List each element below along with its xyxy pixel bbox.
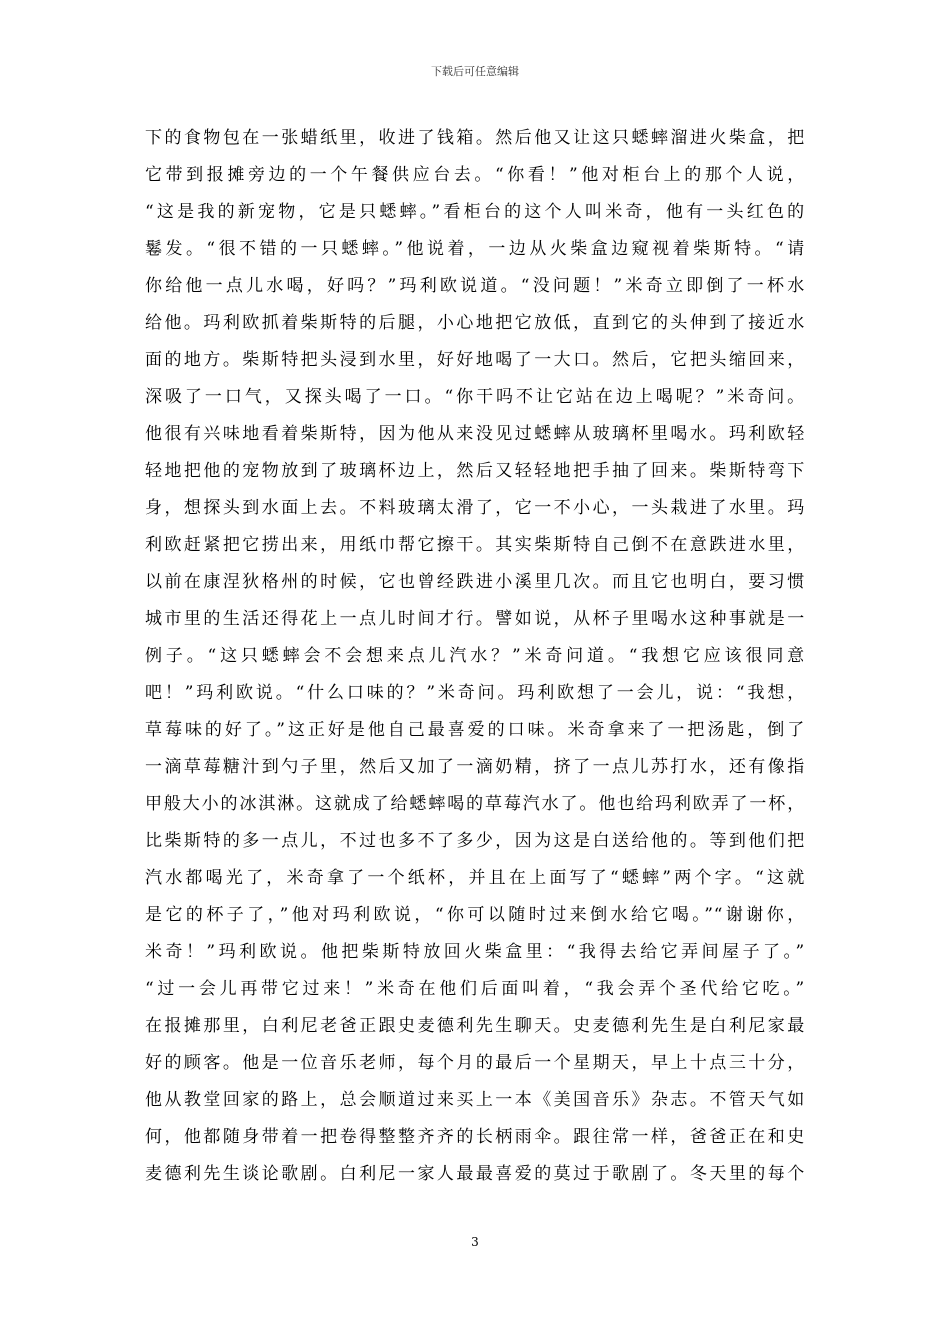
text-line: 他从教堂回家的路上，总会顺道过来买上一本《美国音乐》杂志。不管天气如 — [145, 1090, 805, 1110]
text-line: 身，想探头到水面上去。不料玻璃太滑了，它一不小心，一头栽进了水里。玛 — [145, 498, 805, 518]
text-line: 好的顾客。他是一位音乐老师，每个月的最后一个星期天，早上十点三十分， — [145, 1053, 805, 1073]
text-line: 给他。玛利欧抓着柴斯特的后腿，小心地把它放低，直到它的头伸到了接近水 — [145, 313, 805, 333]
text-line: 他很有兴味地看着柴斯特，因为他从来没见过蟋蟀从玻璃杯里喝水。玛利欧轻 — [145, 424, 805, 444]
text-line: “这是我的新宠物，它是只蟋蟀。”看柜台的这个人叫米奇，他有一头红色的 — [145, 202, 805, 222]
text-line: 下的食物包在一张蜡纸里，收进了钱箱。然后他又让这只蟋蟀溜进火柴盒，把 — [145, 128, 805, 148]
text-line: 何，他都随身带着一把卷得整整齐齐的长柄雨伞。跟往常一样，爸爸正在和史 — [145, 1127, 805, 1147]
text-line: 轻地把他的宠物放到了玻璃杯边上，然后又轻轻地把手抽了回来。柴斯特弯下 — [145, 461, 805, 481]
body-text — [145, 120, 805, 1193]
text-line: 在报摊那里，白利尼老爸正跟史麦德利先生聊天。史麦德利先生是白利尼家最 — [145, 1016, 805, 1036]
text-line: “过一会儿再带它过来！”米奇在他们后面叫着，“我会弄个圣代给它吃。” — [145, 979, 805, 999]
text-line: 例子。“这只蟋蟀会不会想来点儿汽水？”米奇问道。“我想它应该很同意 — [145, 646, 805, 666]
text-line: 深吸了一口气，又探头喝了一口。“你干吗不让它站在边上喝呢？”米奇问。 — [145, 387, 805, 407]
text-line: 它带到报摊旁边的一个午餐供应台去。“你看！”他对柜台上的那个人说， — [145, 165, 805, 185]
text-line: 一滴草莓糖汁到勺子里，然后又加了一滴奶精，挤了一点儿苏打水，还有像指 — [145, 757, 805, 777]
text-line: 你给他一点儿水喝，好吗？”玛利欧说道。“没问题！”米奇立即倒了一杯水 — [145, 276, 805, 296]
text-line: 汽水都喝光了，米奇拿了一个纸杯，并且在上面写了“蟋蟀”两个字。“这就 — [145, 868, 805, 888]
page-header: 下载后可任意编辑 — [431, 65, 519, 78]
text-line: 比柴斯特的多一点儿，不过也多不了多少，因为这是白送给他的。等到他们把 — [145, 831, 805, 851]
text-line: 以前在康涅狄格州的时候，它也曾经跌进小溪里几次。而且它也明白，要习惯 — [145, 572, 805, 592]
page-number: 3 — [471, 1235, 479, 1249]
text-line: 草莓味的好了。”这正好是他自己最喜爱的口味。米奇拿来了一把汤匙，倒了 — [145, 720, 805, 740]
text-line: 甲般大小的冰淇淋。这就成了给蟋蟀喝的草莓汽水了。他也给玛利欧弄了一杯， — [145, 794, 805, 814]
text-line: 麦德利先生谈论歌剧。白利尼一家人最最喜爱的莫过于歌剧了。冬天里的每个 — [145, 1164, 805, 1184]
text-line: 鬈发。“很不错的一只蟋蟀。”他说着，一边从火柴盒边窥视着柴斯特。“请 — [145, 239, 805, 259]
text-line: 城市里的生活还得花上一点儿时间才行。譬如说，从杯子里喝水这种事就是一 — [145, 609, 805, 629]
text-line: 面的地方。柴斯特把头浸到水里，好好地喝了一大口。然后，它把头缩回来， — [145, 350, 805, 370]
text-line: 米奇！”玛利欧说。他把柴斯特放回火柴盒里：“我得去给它弄间屋子了。” — [145, 942, 805, 962]
text-line: 是它的杯子了，”他对玛利欧说，“你可以随时过来倒水给它喝。”“谢谢你， — [145, 905, 805, 925]
text-line: 吧！”玛利欧说。“什么口味的？”米奇问。玛利欧想了一会儿，说：“我想， — [145, 683, 805, 703]
text-line: 利欧赶紧把它捞出来，用纸巾帮它擦干。其实柴斯特自己倒不在意跌进水里， — [145, 535, 805, 555]
